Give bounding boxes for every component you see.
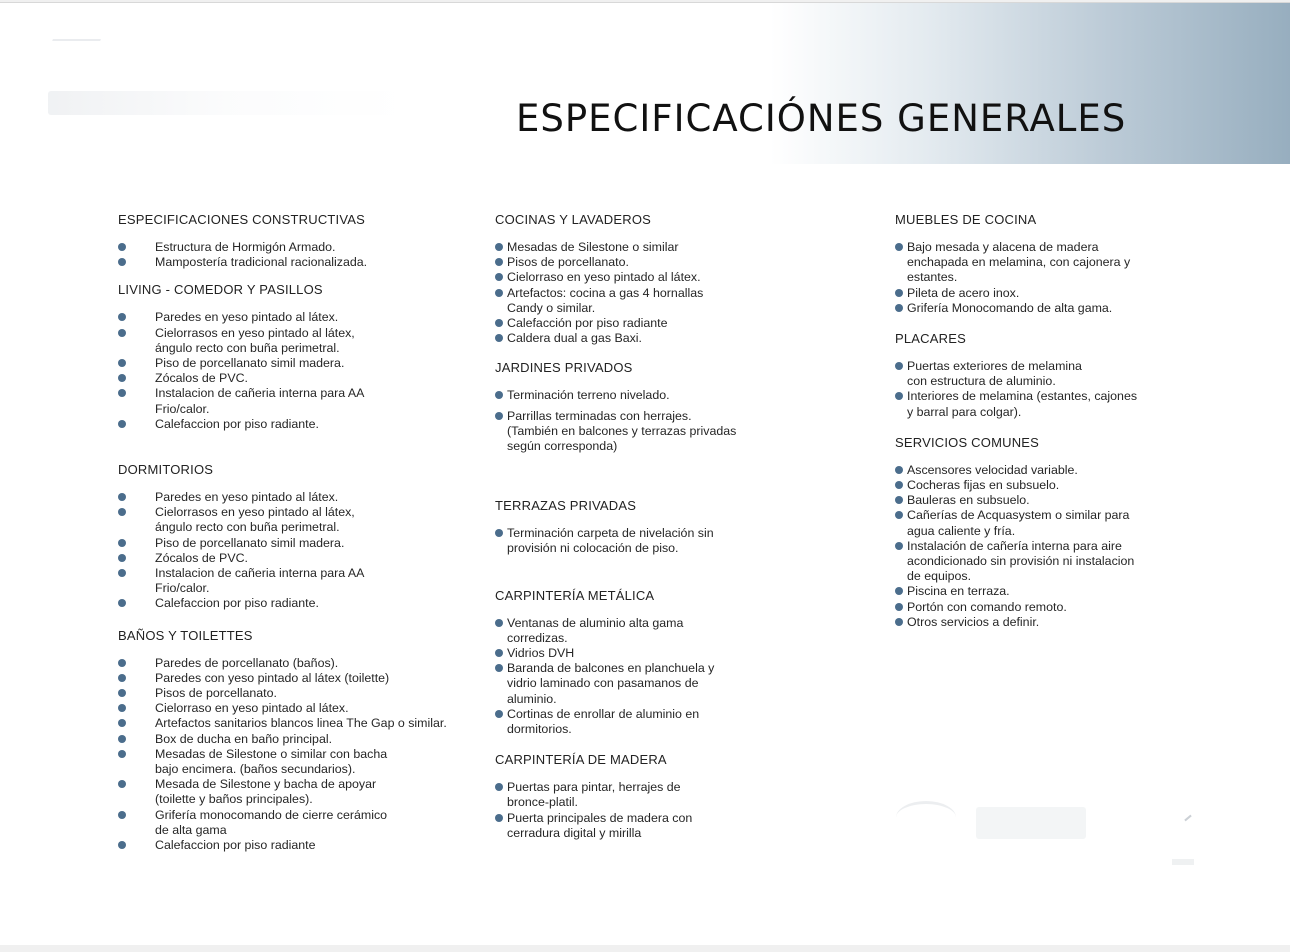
spec-list (895, 359, 1195, 420)
bullet-icon (495, 334, 503, 342)
bullet-icon (118, 569, 126, 577)
list-item: Cielorraso en yeso pintado al látex. (118, 701, 488, 716)
bullet-icon (495, 529, 503, 537)
bullet-icon (118, 719, 126, 727)
bullet-icon (118, 258, 126, 266)
bullet-icon (495, 319, 503, 327)
bullet-icon (118, 704, 126, 712)
list-item: Puerta principales de madera con cerradura digital y mirilla (495, 811, 885, 841)
bullet-icon (118, 750, 126, 758)
section-muebles-cocina (895, 212, 1195, 316)
spec-list (895, 240, 1195, 316)
bullet-icon (118, 554, 126, 562)
faded-brand-logo (896, 797, 1200, 869)
bullet-icon (118, 599, 126, 607)
section-banos-toilettes (118, 628, 488, 854)
document-page (0, 2, 1290, 945)
section-heading: JARDINES PRIVADOS (495, 360, 633, 376)
list-item: Instalacion de cañeria interna para AA Frio/calor. (118, 386, 488, 416)
column-right (895, 212, 1195, 630)
list-item: Artefactos: cocina a gas 4 hornallas Candy o similar. (495, 286, 885, 316)
bullet-icon (118, 329, 126, 337)
section-heading: PLACARES (895, 331, 966, 347)
list-item: Pileta de acero inox. (895, 286, 1195, 301)
bullet-icon (495, 243, 503, 251)
list-item: Otros servicios a definir. (895, 615, 1195, 630)
spec-list (118, 490, 488, 612)
bullet-icon (118, 493, 126, 501)
list-item: Estructura de Hormigón Armado. (118, 240, 488, 255)
bullet-icon (118, 389, 126, 397)
list-item: Zócalos de PVC. (118, 371, 488, 386)
bullet-icon (495, 258, 503, 266)
bullet-icon (118, 359, 126, 367)
section-servicios-comunes (895, 435, 1195, 630)
bullet-icon (495, 814, 503, 822)
list-item: Vidrios DVH (495, 646, 885, 661)
spec-list (495, 526, 885, 556)
faded-logo-mark (47, 39, 101, 55)
section-living-comedor (118, 282, 488, 432)
section-especificaciones-constructivas (118, 212, 488, 270)
list-item: Cielorrasos en yeso pintado al látex, ángulo recto con buña perimetral. (118, 326, 488, 356)
list-item: Terminación terreno nivelado. (495, 388, 885, 403)
column-left (118, 212, 488, 853)
list-item: Ascensores velocidad variable. (895, 463, 1195, 478)
section-terrazas-privadas (495, 498, 885, 556)
list-item: Calefaccion por piso radiante (118, 838, 488, 853)
faded-watermark-text (48, 91, 408, 115)
list-item: Bajo mesada y alacena de madera enchapada en melamina, con cajonera y estantes. (895, 240, 1195, 286)
bullet-icon (118, 689, 126, 697)
list-item: Ventanas de aluminio alta gama corredizas. (495, 616, 885, 646)
list-item: Portón con comando remoto. (895, 600, 1195, 615)
section-heading: SERVICIOS COMUNES (895, 434, 1040, 450)
bullet-icon (118, 243, 126, 251)
list-item: Calefaccion por piso radiante. (118, 417, 488, 432)
bullet-icon (495, 619, 503, 627)
list-item: Piso de porcellanato simil madera. (118, 356, 488, 371)
bullet-icon (895, 587, 903, 595)
section-carpinteria-metalica (495, 588, 885, 738)
section-heading: TERRAZAS PRIVADAS (495, 498, 637, 514)
list-item: Cielorrasos en yeso pintado al látex, ángulo recto con buña perimetral. (118, 505, 488, 535)
list-item: Puertas exteriores de melamina con estructura de aluminio. (895, 359, 1195, 389)
bullet-icon (495, 273, 503, 281)
list-item: Piso de porcellanato simil madera. (118, 536, 488, 551)
section-heading: CARPINTERÍA DE MADERA (495, 752, 667, 768)
list-item: Cielorraso en yeso pintado al látex. (495, 270, 885, 285)
spec-list (495, 780, 885, 841)
section-heading: LIVING - COMEDOR Y PASILLOS (118, 282, 323, 298)
list-item: Mampostería tradicional racionalizada. (118, 255, 488, 270)
bullet-icon (118, 313, 126, 321)
section-heading: COCINAS Y LAVADEROS (495, 212, 651, 227)
list-item: Caldera dual a gas Baxi. (495, 331, 885, 346)
list-item: Calefacción por piso radiante (495, 316, 885, 331)
bullet-icon (118, 659, 126, 667)
list-item: Terminación carpeta de nivelación sin provisión ni colocación de piso. (495, 526, 885, 556)
list-item: Mesadas de Silestone o similar con bacha bajo encimera. (baños secundarios). (118, 747, 488, 777)
list-item: Mesada de Silestone y bacha de apoyar (toilette y baños principales). (118, 777, 488, 807)
spec-list (495, 240, 885, 346)
spec-list (495, 616, 885, 738)
section-placares (895, 331, 1195, 420)
bullet-icon (895, 511, 903, 519)
bullet-icon (895, 289, 903, 297)
list-item: Pisos de porcellanato. (495, 255, 885, 270)
list-item: Box de ducha en baño principal. (118, 732, 488, 747)
list-item: Paredes con yeso pintado al látex (toilette) (118, 671, 488, 686)
bullet-icon (495, 710, 503, 718)
bullet-icon (118, 780, 126, 788)
bullet-icon (495, 289, 503, 297)
section-heading: ESPECIFICACIONES CONSTRUCTIVAS (118, 212, 366, 227)
bullet-icon (495, 412, 503, 420)
bullet-icon (895, 392, 903, 400)
bullet-icon (895, 304, 903, 312)
section-cocinas-lavaderos (495, 212, 885, 346)
list-item: Cañerías de Acquasystem o similar para agua caliente y fría. (895, 508, 1195, 538)
bullet-icon (895, 618, 903, 626)
bullet-icon (495, 391, 503, 399)
section-heading: MUEBLES DE COCINA (895, 212, 1037, 227)
bullet-icon (895, 243, 903, 251)
bullet-icon (118, 735, 126, 743)
list-item: Artefactos sanitarios blancos linea The Gap o similar. (118, 716, 488, 731)
list-item: Calefaccion por piso radiante. (118, 596, 488, 611)
section-dormitorios (118, 462, 488, 612)
list-item: Cortinas de enrollar de aluminio en dormitorios. (495, 707, 885, 737)
bullet-icon (895, 481, 903, 489)
bullet-icon (118, 374, 126, 382)
bullet-icon (495, 649, 503, 657)
bullet-icon (118, 811, 126, 819)
bullet-icon (495, 664, 503, 672)
list-item: Paredes en yeso pintado al látex. (118, 310, 488, 325)
spec-list (495, 388, 885, 454)
bullet-icon (895, 603, 903, 611)
bullet-icon (118, 841, 126, 849)
bullet-icon (118, 508, 126, 516)
page-title: ESPECIFICACIÓNES GENERALES (516, 97, 1127, 140)
spec-list (118, 310, 488, 432)
list-item: Paredes en yeso pintado al látex. (118, 490, 488, 505)
section-heading: CARPINTERÍA METÁLICA (495, 587, 655, 603)
list-item: Parrillas terminadas con herrajes. (También en balcones y terrazas privadas según corresponda) (495, 409, 885, 455)
list-item: Instalacion de cañeria interna para AA Frio/calor. (118, 566, 488, 596)
bullet-icon (895, 496, 903, 504)
list-item: Bauleras en subsuelo. (895, 493, 1195, 508)
bullet-icon (895, 466, 903, 474)
spec-list (118, 656, 488, 854)
bullet-icon (495, 783, 503, 791)
list-item: Instalación de cañería interna para aire acondicionado sin provisión ni instalacion de equipos. (895, 539, 1195, 585)
list-item: Grifería Monocomando de alta gama. (895, 301, 1195, 316)
list-item: Piscina en terraza. (895, 584, 1195, 599)
bullet-icon (118, 539, 126, 547)
list-item: Pisos de porcellanato. (118, 686, 488, 701)
list-item: Grifería monocomando de cierre cerámico de alta gama (118, 808, 488, 838)
bullet-icon (895, 542, 903, 550)
section-jardines-privados (495, 360, 885, 454)
column-middle (495, 212, 885, 841)
bullet-icon (895, 362, 903, 370)
section-heading: BAÑOS Y TOILETTES (118, 627, 253, 643)
list-item: Zócalos de PVC. (118, 551, 488, 566)
bullet-icon (118, 420, 126, 428)
spec-list (118, 240, 488, 270)
list-item: Paredes de porcellanato (baños). (118, 656, 488, 671)
bullet-icon (118, 674, 126, 682)
list-item: Baranda de balcones en planchuela y vidrio laminado con pasamanos de aluminio. (495, 661, 885, 707)
list-item: Cocheras fijas en subsuelo. (895, 478, 1195, 493)
list-item: Mesadas de Silestone o similar (495, 240, 885, 255)
section-carpinteria-madera (495, 752, 885, 841)
section-heading: DORMITORIOS (118, 462, 214, 478)
list-item: Interiores de melamina (estantes, cajones y barral para colgar). (895, 389, 1195, 419)
list-item: Puertas para pintar, herrajes de bronce-platil. (495, 780, 885, 810)
spec-list (895, 463, 1195, 630)
